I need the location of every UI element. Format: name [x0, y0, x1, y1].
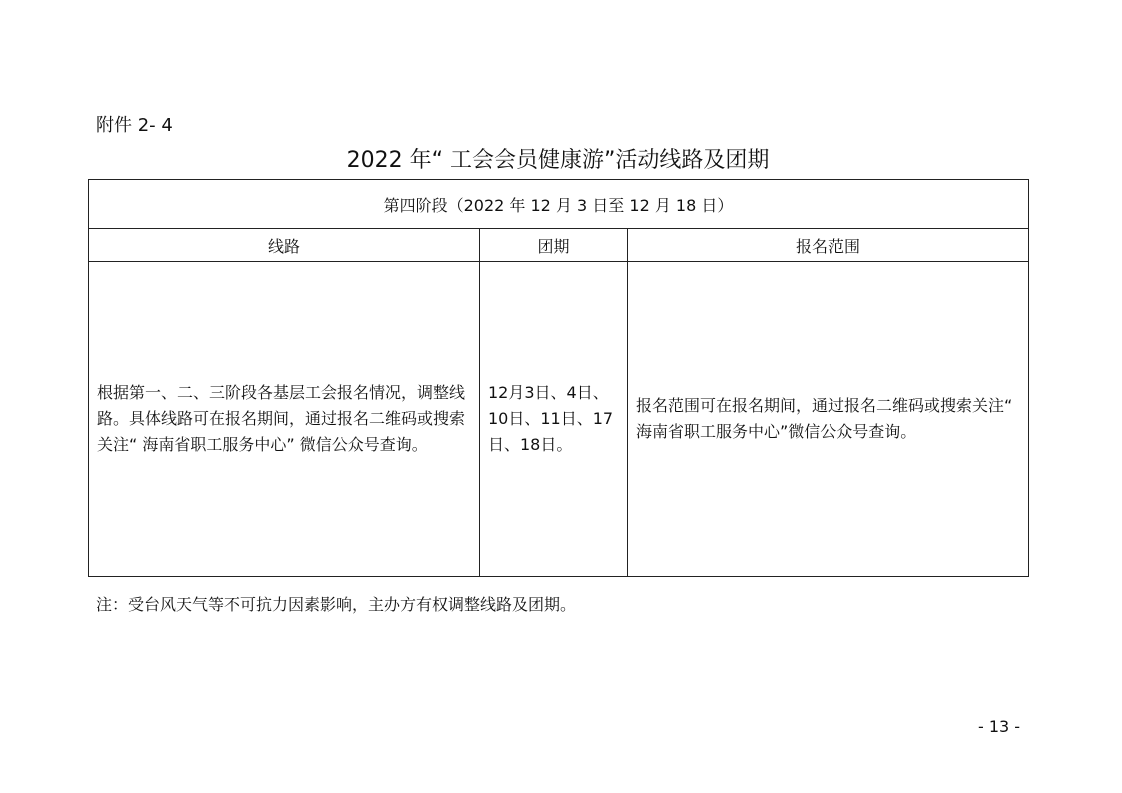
route-cell: 根据第一、二、三阶段各基层工会报名情况，调整线路。具体线路可在报名期间，通过报名二维码或搜索关注“ 海南省职工服务中心” 微信公众号查询。 — [89, 262, 480, 577]
scope-cell: 报名范围可在报名期间，通过报名二维码或搜索关注“ 海南省职工服务中心”微信公众号查询。 — [628, 262, 1029, 577]
stage-cell: 第四阶段（2022 年 12 月 3 日至 12 月 18 日） — [89, 180, 1029, 229]
header-dates: 团期 — [480, 229, 628, 262]
page-number: - 13 - — [978, 717, 1021, 736]
route-schedule-table — [88, 179, 1029, 577]
document-title: 2022 年“ 工会会员健康游”活动线路及团期 — [346, 148, 770, 173]
footnote: 注：受台风天气等不可抗力因素影响，主办方有权调整线路及团期。 — [96, 595, 577, 614]
header-route: 线路 — [89, 229, 480, 262]
table-row — [89, 262, 1029, 577]
attachment-label: 附件 2- 4 — [96, 115, 173, 136]
header-scope: 报名范围 — [628, 229, 1029, 262]
dates-cell: 12月3日、4日、10日、11日、17日、18日。 — [480, 262, 628, 577]
stage-row — [89, 180, 1029, 229]
header-row — [89, 229, 1029, 262]
